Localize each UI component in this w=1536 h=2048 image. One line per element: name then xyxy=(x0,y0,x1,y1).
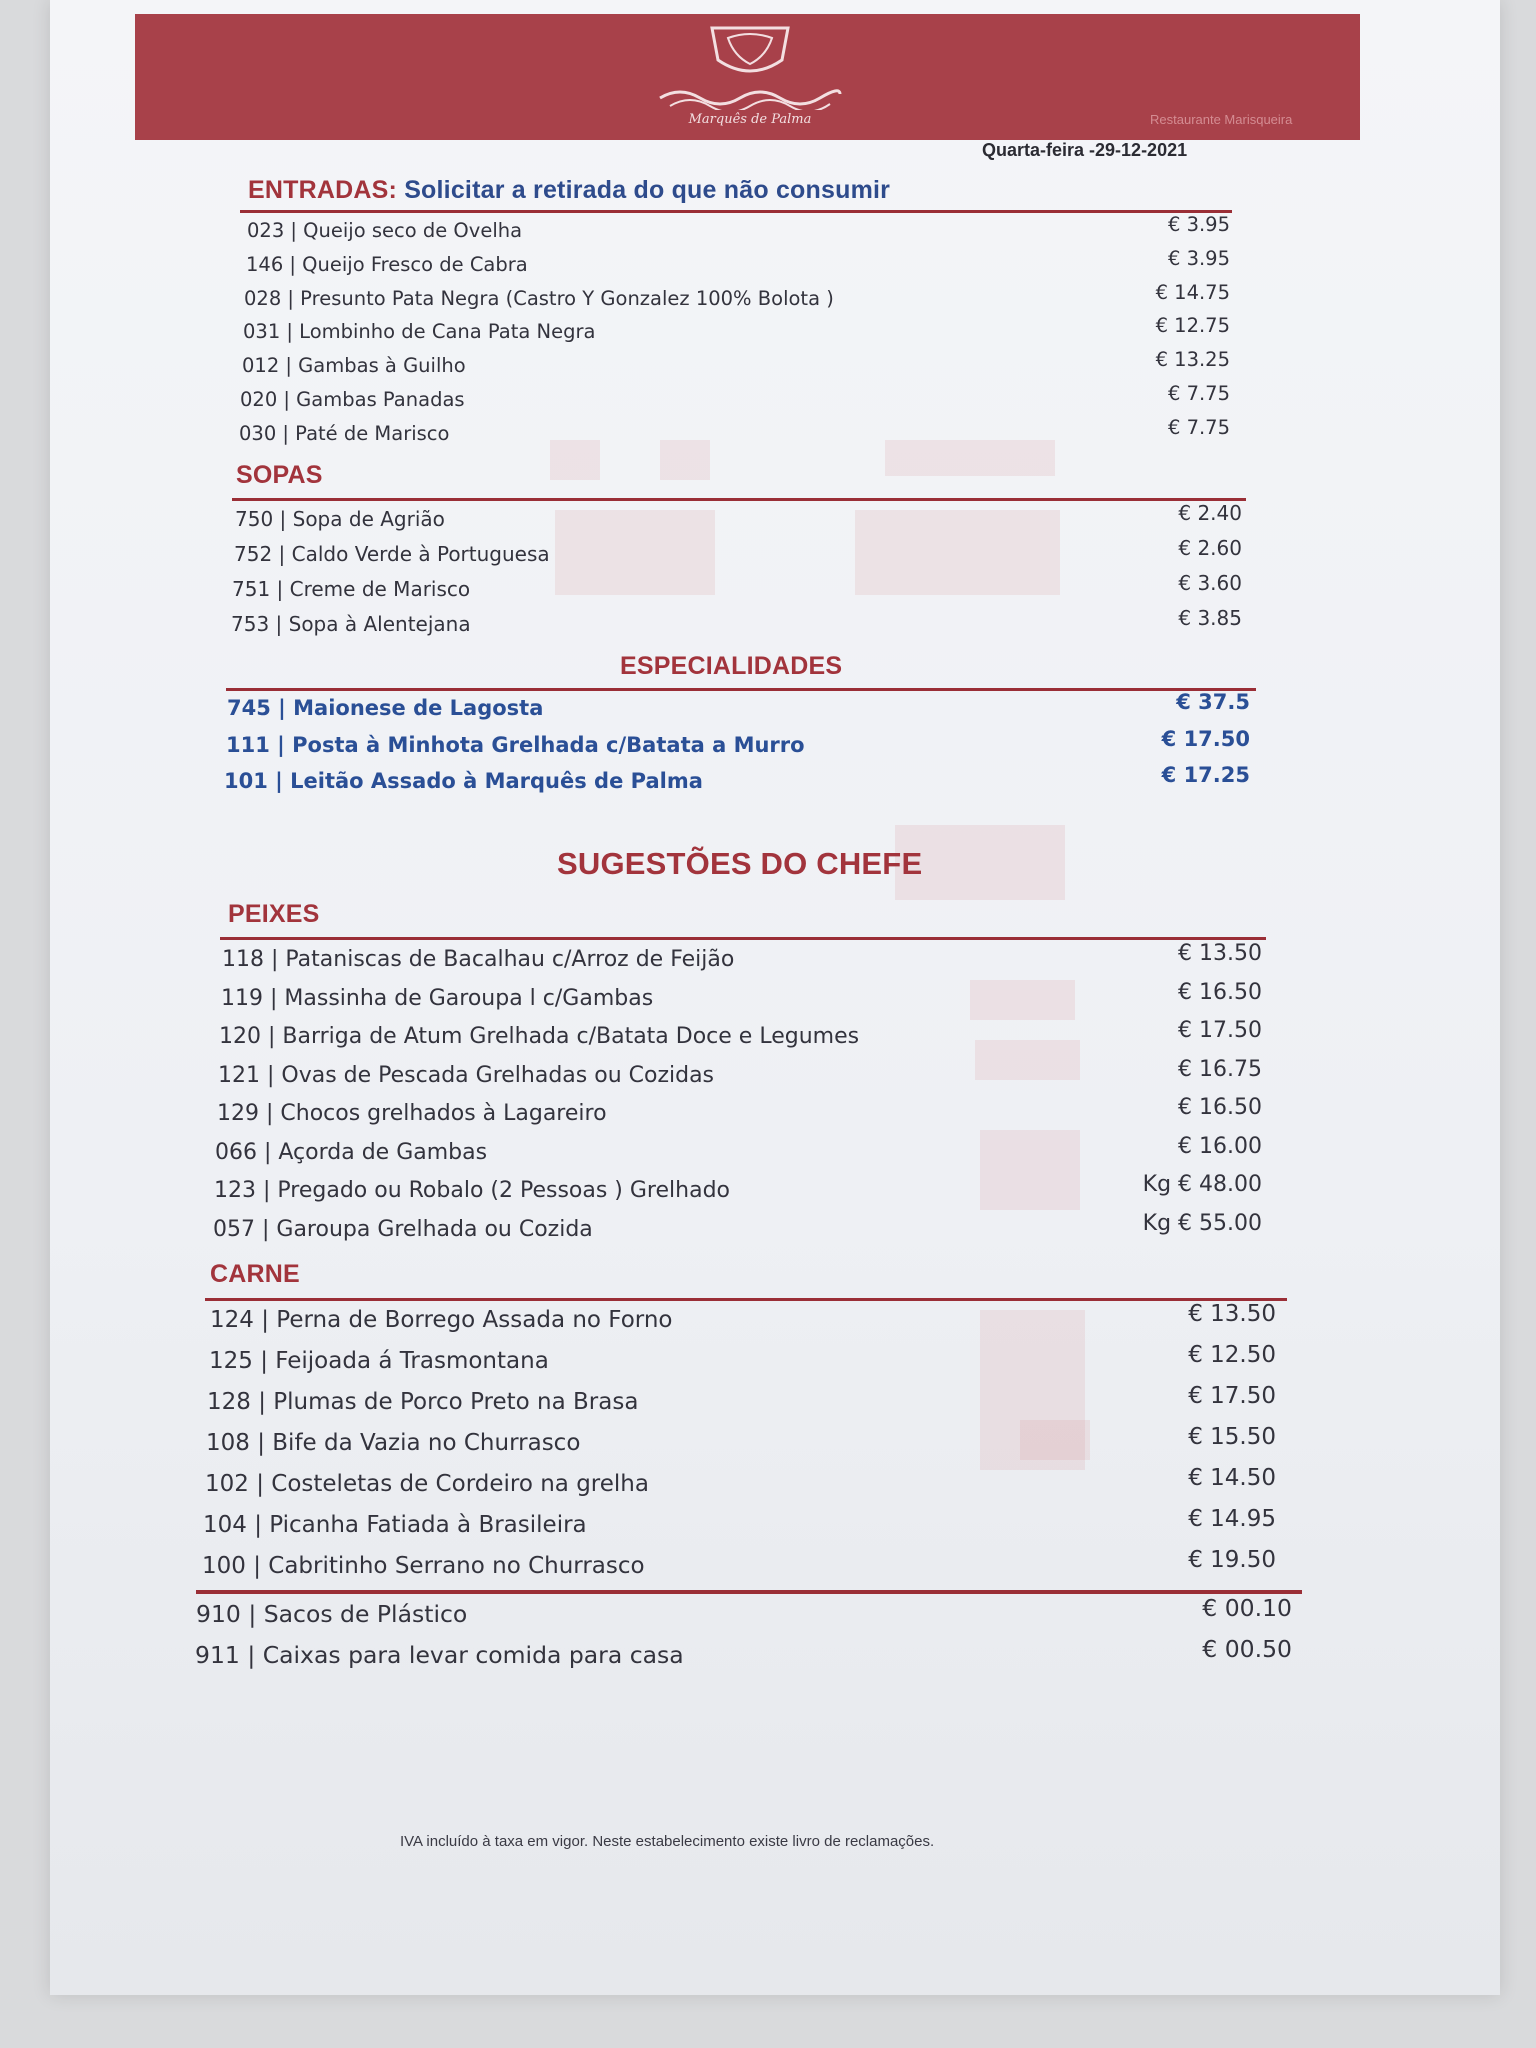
menu-item-row xyxy=(210,1301,1276,1341)
menu-item-price: € 3.95 xyxy=(1167,213,1230,236)
menu-item-price: € 13.50 xyxy=(1178,941,1262,966)
restaurant-logo xyxy=(650,20,850,130)
menu-item-name: 066 | Açorda de Gambas xyxy=(215,1139,488,1165)
menu-item-name: 911 | Caixas para levar comida para casa xyxy=(195,1641,684,1669)
menu-item-price: € 37.5 xyxy=(1176,690,1250,714)
menu-item-name: 104 | Picanha Fatiada à Brasileira xyxy=(203,1512,587,1538)
menu-item-price: € 16.00 xyxy=(1178,1133,1262,1159)
header-banner xyxy=(135,14,1360,140)
menu-item-name: 020 | Gambas Panadas xyxy=(240,388,465,411)
menu-item-row xyxy=(234,536,1242,576)
menu-item-row xyxy=(203,1506,1276,1546)
menu-item-price: € 16.75 xyxy=(1178,1056,1262,1082)
menu-item-name: 119 | Massinha de Garoupa l c/Gambas xyxy=(221,985,654,1011)
menu-item-name: 121 | Ovas de Pescada Grelhadas ou Cozidas xyxy=(218,1062,715,1088)
menu-item-price: € 15.50 xyxy=(1188,1424,1276,1450)
menu-item-price: € 00.10 xyxy=(1202,1594,1292,1622)
menu-item-row xyxy=(217,1095,1262,1135)
menu-item-price: € 3.95 xyxy=(1167,246,1230,270)
menu-item-row xyxy=(207,1383,1276,1423)
menu-item-name: 750 | Sopa de Agrião xyxy=(235,507,445,531)
section-title-entradas xyxy=(248,176,890,205)
menu-item-row xyxy=(227,690,1250,730)
menu-item-row xyxy=(247,213,1230,253)
menu-item-row xyxy=(196,1594,1292,1634)
menu-item-price: € 16.50 xyxy=(1178,979,1262,1005)
menu-item-row xyxy=(242,348,1230,388)
menu-item-row xyxy=(213,1210,1262,1251)
section-divider xyxy=(220,937,1266,940)
section-divider xyxy=(232,498,1246,501)
menu-item-name: 753 | Sopa à Alentejana xyxy=(231,612,471,636)
menu-item-name: 100 | Cabritinho Serrano no Churrasco xyxy=(202,1553,645,1579)
menu-item-price: € 7.75 xyxy=(1167,415,1230,439)
menu-item-row xyxy=(235,501,1242,541)
menu-item-price: Kg € 55.00 xyxy=(1142,1210,1262,1236)
menu-item-name: 125 | Feijoada á Trasmontana xyxy=(209,1348,549,1374)
section-divider xyxy=(196,1590,1302,1594)
menu-item-row xyxy=(202,1547,1276,1587)
section-title-peixes: PEIXES xyxy=(228,900,320,928)
menu-item-price: € 14.95 xyxy=(1188,1506,1276,1532)
menu-item-row xyxy=(214,1172,1262,1212)
section-divider xyxy=(205,1298,1287,1301)
menu-item-name: 120 | Barriga de Atum Grelhada c/Batata Doce e Legumes xyxy=(219,1024,860,1049)
section-title-especialidades: ESPECIALIDADES xyxy=(620,652,843,680)
section-divider xyxy=(226,688,1256,691)
footer-note: IVA incluído à taxa em vigor. Neste estabelecimento existe livro de reclamações. xyxy=(400,1833,935,1850)
menu-item-price: € 14.75 xyxy=(1155,280,1230,304)
menu-item-name: 102 | Costeletas de Cordeiro na grelha xyxy=(205,1471,649,1497)
menu-item-name: 111 | Posta à Minhota Grelhada c/Batata a Murro xyxy=(226,732,805,757)
menu-item-row xyxy=(244,280,1230,321)
menu-item-name: 030 | Paté de Marisco xyxy=(239,421,450,445)
menu-item-row xyxy=(215,1133,1262,1174)
menu-item-price: € 17.50 xyxy=(1178,1018,1262,1043)
menu-item-name: 012 | Gambas à Guilho xyxy=(242,354,466,378)
menu-item-row xyxy=(222,941,1262,981)
menu-item-row xyxy=(246,246,1230,287)
section-title-carne: CARNE xyxy=(210,1260,300,1288)
menu-item-row xyxy=(219,1018,1262,1058)
menu-item-name: 028 | Presunto Pata Negra (Castro Y Gonzalez 100% Bolota ) xyxy=(244,286,834,310)
menu-item-price: € 2.40 xyxy=(1178,501,1242,525)
entradas-title: ENTRADAS: xyxy=(248,176,398,204)
menu-item-row xyxy=(218,1056,1262,1097)
menu-item-name: 031 | Lombinho de Cana Pata Negra xyxy=(243,320,596,344)
menu-item-name: 146 | Queijo Fresco de Cabra xyxy=(246,252,528,276)
menu-item-price: € 17.25 xyxy=(1161,763,1250,787)
menu-item-name: 101 | Leitão Assado à Marquês de Palma xyxy=(224,769,703,793)
menu-date: Quarta-feira -29-12-2021 xyxy=(982,140,1188,160)
entradas-note: Solicitar a retirada do que não consumir xyxy=(404,176,891,204)
menu-item-name: 118 | Pataniscas de Bacalhau c/Arroz de Feijão xyxy=(222,947,735,972)
restaurant-name: Marquês de Palma xyxy=(688,112,812,127)
menu-item-price: € 13.25 xyxy=(1155,348,1230,372)
menu-item-name: 128 | Plumas de Porco Preto na Brasa xyxy=(207,1389,639,1415)
menu-item-price: € 19.50 xyxy=(1188,1547,1276,1573)
menu-item-price: € 3.85 xyxy=(1178,606,1242,630)
menu-item-row xyxy=(205,1465,1276,1505)
menu-item-name: 124 | Perna de Borrego Assada no Forno xyxy=(210,1307,673,1333)
menu-item-price: € 17.50 xyxy=(1188,1383,1276,1409)
sugestoes-title: SUGESTÕES DO CHEFE xyxy=(557,846,923,881)
menu-item-row xyxy=(240,382,1230,422)
menu-item-row xyxy=(209,1342,1276,1382)
menu-item-price: € 3.60 xyxy=(1178,571,1242,595)
menu-item-name: 123 | Pregado ou Robalo (2 Pessoas ) Grelhado xyxy=(214,1178,730,1203)
menu-item-name: 752 | Caldo Verde à Portuguesa xyxy=(234,542,550,566)
menu-item-row xyxy=(195,1635,1292,1675)
crest-icon xyxy=(650,20,850,110)
menu-item-price: € 2.60 xyxy=(1178,536,1242,560)
menu-item-name: 910 | Sacos de Plástico xyxy=(196,1600,468,1628)
menu-item-name: 023 | Queijo seco de Ovelha xyxy=(247,219,523,242)
section-divider xyxy=(240,210,1232,213)
menu-item-name: 108 | Bife da Vazia no Churrasco xyxy=(206,1430,581,1456)
menu-item-row xyxy=(226,726,1250,767)
menu-item-name: 057 | Garoupa Grelhada ou Cozida xyxy=(213,1216,593,1242)
menu-item-row xyxy=(221,979,1262,1020)
menu-item-name: 745 | Maionese de Lagosta xyxy=(227,696,544,720)
menu-item-price: € 13.50 xyxy=(1188,1301,1276,1327)
menu-item-row xyxy=(232,571,1242,611)
section-title-sopas: SOPAS xyxy=(236,461,323,489)
menu-item-price: € 12.50 xyxy=(1188,1342,1276,1368)
menu-item-name: 129 | Chocos grelhados à Lagareiro xyxy=(217,1101,607,1126)
menu-item-price: € 12.75 xyxy=(1155,314,1230,338)
menu-item-row xyxy=(239,415,1230,456)
menu-item-row xyxy=(224,763,1250,803)
menu-item-price: Kg € 48.00 xyxy=(1142,1172,1262,1197)
menu-item-row xyxy=(231,606,1242,646)
menu-item-row xyxy=(206,1424,1276,1464)
menu-item-price: € 7.75 xyxy=(1167,382,1230,405)
menu-item-price: € 14.50 xyxy=(1188,1465,1276,1491)
menu-item-price: € 16.50 xyxy=(1178,1095,1262,1120)
menu-item-price: € 17.50 xyxy=(1161,726,1250,751)
menu-item-row xyxy=(243,314,1230,354)
menu-item-name: 751 | Creme de Marisco xyxy=(232,577,471,601)
restaurant-tagline: Restaurante Marisqueira xyxy=(1150,112,1293,127)
menu-item-price: € 00.50 xyxy=(1202,1635,1292,1663)
